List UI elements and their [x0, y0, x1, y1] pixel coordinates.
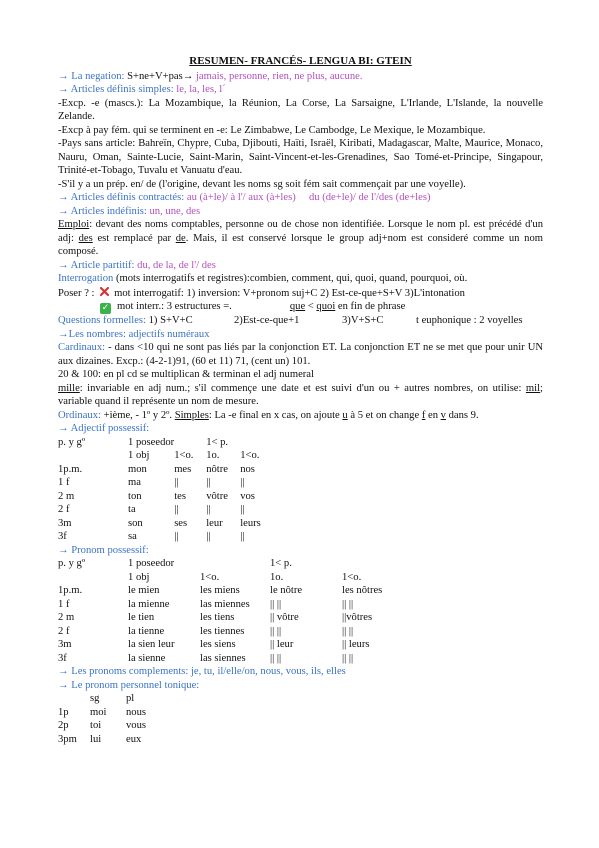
pronom-possessif-cell: || ||	[342, 625, 354, 637]
ordinaux-text-1: +ième, - 1º y 2º.	[100, 409, 175, 421]
adjectif-possessif-cell: 1<o.	[240, 450, 260, 461]
adjectif-possessif-cell: 3f	[58, 531, 67, 542]
ordinaux-text-4: en	[425, 409, 441, 421]
adjectif-possessif-row	[58, 476, 280, 490]
ordinaux-simples: Simples	[174, 409, 209, 421]
adjectif-possessif-row	[58, 530, 280, 544]
poser-lt: <	[305, 301, 317, 312]
mille-mil: mil	[525, 382, 541, 394]
negation-words: jamais, personne, rien, ne plus, aucune.	[193, 70, 363, 82]
interrogation-line	[58, 272, 543, 286]
adjectif-possessif-cell: nôtre	[206, 463, 228, 475]
poser-wrong-text: mot interrogatif: 1) inversion: V+pronom suj+C 2) Est-ce-que+S+V 3)L'intonation	[114, 287, 465, 299]
emploi-des: des	[78, 232, 93, 244]
formelle-1: 1) S+V+C	[145, 315, 193, 326]
document-page	[58, 55, 543, 746]
adjectif-possessif-cell: 1< p.	[206, 436, 229, 448]
pronom-possessif-cell: || vôtre	[270, 612, 299, 623]
mille-text-1: : invariable en adj num.; s'il commençe une date et est suivi d'un ou + autres nombres, on utilise:	[79, 382, 526, 394]
adjectif-possessif-cell: ||	[206, 504, 211, 515]
adjectif-possessif-cell: mes	[174, 463, 192, 475]
articles-contractes-label: → Articles définis contractés:	[58, 192, 185, 203]
pronom-possessif-row	[58, 557, 402, 571]
pronom-possessif-row	[58, 611, 402, 625]
pronom-possessif-cell: 3f	[58, 652, 67, 664]
formelle-2: 2)Est-ce-que+1	[234, 315, 300, 326]
pronom-possessif-cell: 3m	[58, 639, 72, 650]
pronom-tonique-cell: sg	[90, 693, 100, 704]
adjectif-possessif-row	[58, 463, 280, 477]
pronom-possessif-cell: la sien leur	[128, 639, 175, 650]
emploi-de: de	[175, 232, 186, 244]
formelle-4: t euphonique : 2 voyelles	[416, 315, 523, 326]
pronom-tonique-cell: 1p	[58, 706, 69, 718]
formelle-3: 3)V+S+C	[342, 315, 384, 326]
interrogation-label: Interrogation	[58, 273, 114, 284]
pronom-possessif-row	[58, 652, 402, 666]
pronom-possessif-row	[58, 625, 402, 639]
articles-indefinis-value: un, une, des	[146, 205, 201, 217]
pronom-possessif-cell: 1o.	[270, 571, 284, 583]
pronom-tonique-cell: moi	[90, 706, 107, 718]
pronom-possessif-cell: || ||	[270, 598, 282, 610]
cardinaux-text: - dans <10 qui ne sont pas liés par la conjonction ET. La conjonction ET ne se met que pour unir UN aux dizaines. Excp.: (4-2-1)91, (60 et 11) 71, (cent un) 101.	[58, 342, 543, 367]
pronom-tonique-cell: lui	[90, 733, 102, 745]
emploi-text-3: . Mais, il est conservé lorsque le group adj+nom est consideré comme un nom composé.	[58, 232, 543, 257]
pronom-possessif-cell: le tien	[128, 612, 155, 623]
adjectif-possessif-cell: 2 m	[58, 490, 75, 502]
pronom-possessif-table	[58, 557, 402, 665]
pronom-possessif-cell: 1<o.	[200, 571, 220, 583]
emploi-label: Emploi	[58, 219, 90, 230]
pronom-possessif-cell: || leur	[270, 639, 294, 650]
pronom-tonique-cell: toi	[90, 720, 102, 731]
articles-indefinis-line	[58, 205, 543, 219]
adjectif-possessif-cell: ||	[174, 477, 179, 488]
pronom-tonique-cell: 2p	[58, 720, 69, 731]
pronom-possessif-cell: les miens	[200, 585, 240, 596]
adjectif-possessif-cell: 1o.	[206, 450, 220, 461]
pronom-tonique-heading: → Le pronom personnel tonique:	[58, 679, 200, 691]
pronom-possessif-cell: le nôtre	[270, 585, 303, 596]
pronom-possessif-cell	[58, 571, 128, 585]
pronom-tonique-cell: 3pm	[58, 733, 77, 745]
adjectif-possessif-cell: vos	[240, 490, 255, 502]
negation-line	[58, 70, 543, 84]
pronom-possessif-row	[58, 638, 402, 652]
questions-formelles-line	[58, 314, 543, 328]
pronom-possessif-cell: 1< p.	[270, 558, 292, 569]
pronom-possessif-cell: les tiennes	[200, 625, 245, 637]
adjectif-possessif-cell: 1 poseedor	[128, 436, 175, 448]
adjectif-possessif-cell: ||	[240, 477, 245, 488]
articles-indefinis-label: → Articles indéfinis:	[58, 205, 147, 217]
adjectif-possessif-cell: ||	[174, 504, 179, 515]
adjectif-possessif-cell: ma	[128, 477, 141, 488]
adjectif-possessif-cell: ta	[128, 504, 136, 515]
negation-rule: S+ne+V+pas→	[124, 70, 194, 82]
adjectif-possessif-cell: 1 f	[58, 477, 70, 488]
pronom-possessif-cell: || ||	[270, 625, 282, 637]
pronom-possessif-cell: || leurs	[342, 639, 370, 650]
check-mark-icon: ✓	[101, 303, 110, 313]
adjectif-possessif-cell	[58, 449, 128, 463]
cardinaux-paragraph	[58, 341, 543, 368]
adjectif-possessif-cell: leurs	[240, 517, 261, 529]
adjectif-possessif-cell: vôtre	[206, 490, 228, 502]
poser-lead: Poser ? :	[58, 287, 95, 299]
pronom-possessif-row	[58, 598, 402, 612]
interrogation-value: (mots interrogatifs et registres):combien, comment, qui, quoi, quand, pourquoi, où.	[113, 273, 468, 284]
poser-quoi: quoi	[316, 301, 336, 312]
adjectif-possessif-row	[58, 490, 280, 504]
poser-right-text: mot interr.: 3 estructures =.	[117, 301, 232, 312]
negation-label: → La negation:	[58, 70, 125, 82]
adjectif-possessif-cell: ||	[174, 531, 179, 542]
adjectif-possessif-cell: ton	[128, 490, 142, 502]
pronom-possessif-cell: 1p.m.	[58, 585, 83, 596]
adjectif-possessif-cell: ||	[240, 531, 245, 542]
pronom-possessif-cell: la tienne	[128, 625, 165, 637]
adjectif-possessif-cell: mon	[128, 463, 147, 475]
pronom-possessif-cell: || ||	[270, 652, 282, 664]
article-partitif-value: du, de la, de l'/ des	[134, 259, 216, 271]
mille-paragraph	[58, 382, 543, 409]
ordinaux-f: f	[421, 409, 426, 421]
poser-line-1	[58, 286, 543, 301]
adjectif-possessif-cell: nos	[240, 463, 255, 475]
pronom-possessif-cell: 2 f	[58, 625, 70, 637]
pronom-possessif-cell: 1 poseedor	[128, 558, 175, 569]
questions-formelles-label: Questions formelles:	[58, 315, 146, 326]
ordinaux-line	[58, 409, 543, 423]
pronom-tonique-cell: eux	[126, 733, 142, 745]
pronoms-complements-text: → Les pronoms complements: je, tu, il/elle/on, nous, vous, ils, elles	[58, 666, 346, 677]
nombres-heading: →Les nombres: adjectifs numéraux	[58, 328, 210, 340]
adjectif-possessif-cell: ||	[240, 504, 245, 515]
pays-sans-article-paragraph: -Pays sans article: Bahreïn, Chypre, Cuba, Djibouti, Haïti, Israël, Kiribati, Madagascar, Malte, Maurice, Monaco, Nauru, Oman, Sainte-Lucie, Saint-Marin, Saint-Vincent-et-les-Grenadines, Sao Tomé-et-Principe, Singapour, Trinité-et-Tobago, Tuvalu et Vanuatu d'eau.	[58, 138, 543, 176]
ordinaux-u: u	[342, 409, 348, 421]
adjectif-possessif-cell: p. y gº	[58, 436, 86, 448]
pronom-tonique-cell: vous	[126, 720, 147, 731]
adjectif-possessif-row	[58, 517, 280, 531]
pronom-possessif-cell: ||vôtres	[342, 612, 373, 623]
poser-right-end: en fin de phrase	[335, 301, 406, 312]
ordinaux-text-3: à 5 et on change	[347, 409, 422, 421]
pronom-possessif-cell: || ||	[342, 598, 354, 610]
pronom-possessif-cell: les siens	[200, 639, 236, 650]
preposition-paragraph: -S'il y a un prép. en/ de (l'origine, devant les noms sg soit fém sait commençait par une voyelle).	[58, 178, 466, 190]
adjectif-possessif-table	[58, 436, 280, 544]
adjectif-possessif-cell	[174, 436, 206, 450]
articles-definis-label: → Articles définis simples:	[58, 84, 174, 95]
pronom-possessif-cell: la mienne	[128, 598, 170, 610]
pronom-possessif-cell: 1 obj	[128, 571, 150, 583]
articles-contractes-value: au (à+le)/ à l'/ aux (à+les) du (de+le)/ de l'/des (de+les)	[184, 192, 431, 203]
pronom-possessif-cell	[342, 557, 402, 571]
ordinaux-text-5: dans 9.	[445, 409, 479, 421]
adjectif-possessif-cell: 1 obj	[128, 450, 150, 461]
adjectif-possessif-cell: 3m	[58, 517, 72, 529]
pronom-tonique-cell: pl	[126, 693, 135, 704]
adjectif-possessif-cell: ses	[174, 517, 188, 529]
poser-que: que	[289, 301, 306, 312]
ordinaux-text-2: : La -e final en x cas, on ajoute	[208, 409, 343, 421]
adjectif-possessif-cell: 2 f	[58, 504, 70, 515]
adjectif-possessif-cell: son	[128, 517, 143, 529]
poser-line-2	[58, 300, 543, 314]
adjectif-possessif-row	[58, 436, 280, 450]
pronom-possessif-cell: les tiens	[200, 612, 235, 623]
pronom-tonique-cell	[58, 692, 90, 706]
article-partitif-label: → Article partitif:	[58, 259, 135, 271]
emploi-paragraph	[58, 218, 543, 259]
emploi-text-1: : devant des noms comptables, personne ou de chose non identifiée. Lorsque le nom pl. est précédé d'un adj:	[58, 219, 543, 244]
pronom-tonique-cell: nous	[126, 706, 147, 718]
emploi-text-2: est remplacé par	[92, 232, 176, 244]
adjectif-possessif-cell: 1p.m.	[58, 463, 83, 475]
articles-definis-line	[58, 83, 543, 97]
ordinaux-v: v	[440, 409, 446, 421]
adjectif-possessif-cell: sa	[128, 531, 137, 542]
adjectif-possessif-heading: → Adjectif possessif:	[58, 423, 150, 434]
vingt-cent-line: 20 & 100: en pl cd se multiplican & terminan el adj numeral	[58, 369, 314, 380]
pronom-possessif-heading: → Pronom possessif:	[58, 544, 149, 556]
pronom-possessif-cell: las miennes	[200, 598, 250, 610]
adjectif-possessif-cell: leur	[206, 517, 223, 529]
articles-definis-value: le, la, les, l´	[173, 84, 226, 95]
articles-contractes-line	[58, 191, 543, 205]
mille-text-2: ; variable quand il représente un nom de mesure.	[58, 382, 543, 407]
pronoms-complements-line	[58, 665, 543, 679]
adjectif-possessif-cell: ||	[206, 531, 211, 542]
adjectif-possessif-cell	[240, 436, 280, 450]
pronom-tonique-row	[58, 706, 166, 720]
exception-fem-paragraph: -Excp à pay fém. qui se terminent en -e: Le Zimbabwe, Le Cambodge, Le Mexique, le Mozambique.	[58, 124, 486, 136]
pronom-tonique-row	[58, 733, 166, 747]
exception-masc-paragraph: -Excp. -e (mascs.): La Mozambique, la Réunion, La Corse, La Sarsaigne, L'Irlande, L'Islande, la nouvelle Zelande.	[58, 97, 543, 122]
pronom-possessif-cell	[200, 557, 270, 571]
adjectif-possessif-row	[58, 449, 280, 463]
mille-label: mille	[58, 382, 80, 394]
ordinaux-label: Ordinaux:	[58, 409, 101, 421]
pronom-possessif-cell: 2 m	[58, 612, 75, 623]
pronom-possessif-row	[58, 584, 402, 598]
pronom-tonique-row	[58, 692, 166, 706]
pronom-possessif-cell: las siennes	[200, 652, 246, 664]
pronom-possessif-cell: || ||	[342, 652, 354, 664]
adjectif-possessif-row	[58, 503, 280, 517]
pronom-possessif-cell: 1<o.	[342, 571, 362, 583]
cross-mark-icon	[99, 286, 110, 297]
adjectif-possessif-cell: tes	[174, 490, 186, 502]
pronom-possessif-row	[58, 571, 402, 585]
pronom-possessif-cell: la sienne	[128, 652, 166, 664]
adjectif-possessif-cell: 1<o.	[174, 450, 194, 461]
pronom-possessif-cell: le mien	[128, 585, 160, 596]
pronom-tonique-row	[58, 719, 166, 733]
adjectif-possessif-cell: ||	[206, 477, 211, 488]
pronom-tonique-table	[58, 692, 166, 746]
pronom-possessif-cell: 1 f	[58, 598, 70, 610]
article-partitif-line	[58, 259, 543, 273]
pronom-possessif-cell: les nôtres	[342, 585, 383, 596]
page-title: RESUMEN- FRANCÉS- LENGUA BI: GTEIN	[189, 55, 412, 67]
cardinaux-label: Cardinaux:	[58, 342, 106, 353]
pronom-possessif-cell: p. y gº	[58, 558, 86, 569]
